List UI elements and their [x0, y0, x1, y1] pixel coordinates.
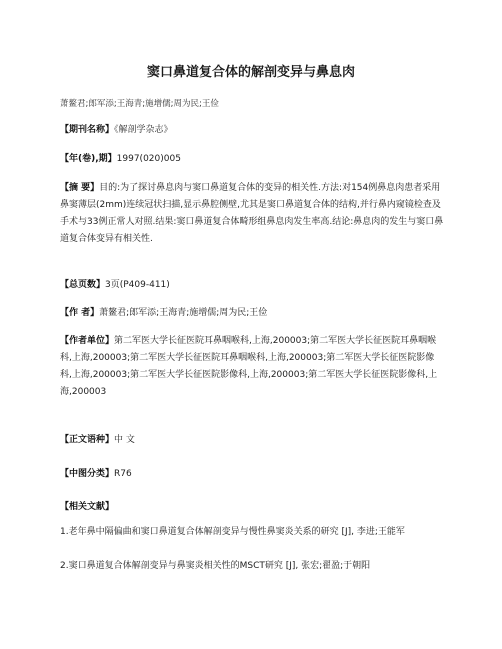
field-abstract — [60, 180, 444, 248]
field-pages-value: 3页(P409-411) — [105, 280, 170, 290]
field-abstract-value: 目的:为了探讨鼻息肉与窦口鼻道复合体的变异的相关性.方法:对154例鼻息肉患者采用鼻窦薄层(2mm)连续冠状扫描,显示鼻腔侧壁,尤其是窦口鼻道复合体的结构,并行鼻内窥镜检查及手术与33例正常人对照.结果:窦口鼻道复合体畸形组鼻息肉发生率高.结论:鼻息肉的发生与窦口鼻道复合体变异有相关性. — [60, 183, 444, 244]
field-year-issue — [60, 151, 444, 168]
field-journal-value: 《解剖学杂志》 — [114, 125, 173, 135]
field-journal-label: 【期刊名称】 — [60, 125, 115, 135]
field-abstract-label: 【摘 要】 — [60, 183, 100, 193]
field-journal — [60, 122, 444, 139]
field-year-issue-label: 【年(卷),期】 — [60, 154, 117, 164]
references-heading: 【相关文献】 — [60, 502, 115, 512]
field-classification-value: R76 — [114, 469, 132, 479]
field-language-label: 【正文语种】 — [60, 435, 115, 445]
field-affiliations — [60, 333, 444, 401]
field-affiliations-value: 第二军医大学长征医院耳鼻咽喉科,上海,200003;第二军医大学长征医院耳鼻咽喉科,上海,200003;第二军医大学长征医院耳鼻咽喉科,上海,200003;第二军医大学长征医院影像科,上海,200003;第二军医大学长征医院影像科,上海,200003;第二军医大学长征医院影像科,上海,200003 — [60, 336, 438, 397]
reference-item-2: 2.窦口鼻道复合体解剖变异与鼻窦炎相关性的MSCT研究 [J], 张宏;翟盈;于朝阳 — [60, 561, 371, 571]
field-language — [60, 432, 444, 449]
document-title: 窦口鼻道复合体的解剖变异与鼻息肉 — [146, 65, 355, 80]
field-year-issue-value: 1997(020)005 — [116, 154, 181, 164]
field-affiliations-label: 【作者单位】 — [60, 336, 115, 346]
field-authors-label: 【作 者】 — [60, 308, 100, 318]
field-classification-label: 【中图分类】 — [60, 469, 115, 479]
field-authors-value: 萧鳌君;郎军添;王海青;施增儒;周为民;王俭 — [99, 308, 268, 318]
field-pages-label: 【总页数】 — [60, 280, 106, 290]
field-classification — [60, 466, 444, 483]
field-pages — [60, 277, 444, 294]
author-list: 萧鳌君;郎军添;王海青;施增儒;周为民;王俭 — [60, 99, 219, 109]
field-authors — [60, 305, 444, 322]
field-language-value: 中 文 — [114, 435, 135, 445]
reference-item-1: 1.老年鼻中隔偏曲和窦口鼻道复合体解剖变异与慢性鼻窦炎关系的研究 [J], 李进;王能军 — [60, 527, 405, 537]
